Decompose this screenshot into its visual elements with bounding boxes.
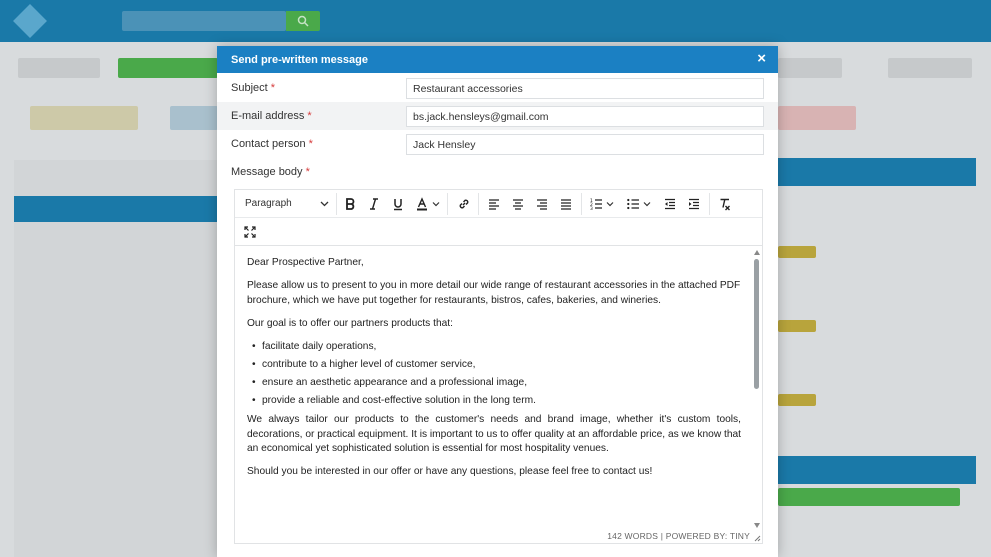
subject-label: Subject *	[231, 82, 276, 94]
modal-header	[217, 46, 778, 73]
close-icon[interactable]: ×	[757, 50, 766, 67]
block-format-value: Paragraph	[245, 198, 292, 209]
clear-formatting-icon	[718, 197, 732, 211]
back-button[interactable]	[18, 58, 100, 78]
email-label: E-mail address *	[231, 110, 312, 122]
list-item: • provide a reliable and cost-effective solution in the long term.	[247, 394, 741, 409]
italic-icon	[367, 197, 381, 211]
scroll-up-arrow-icon[interactable]	[754, 250, 760, 255]
background-section-bar	[778, 456, 976, 484]
bold-button[interactable]	[339, 194, 361, 214]
search-icon	[297, 15, 309, 27]
justify-icon	[559, 197, 573, 211]
background-badge	[778, 320, 816, 332]
intro-paragraph: Please allow us to present to you in more detail our wide range of restaurant accessories in the attached PDF brochure, which we have put together for restaurants, bistros, cafes, bakeries, and wineries.	[247, 280, 741, 306]
background-section-bar	[778, 158, 976, 186]
toolbar-separator	[581, 193, 582, 215]
subject-input[interactable]	[406, 78, 764, 99]
list-item: • ensure an aesthetic appearance and a professional image,	[247, 376, 741, 391]
align-center-icon	[511, 197, 525, 211]
editor-toolbar	[235, 190, 762, 218]
list-item: • facilitate daily operations,	[247, 340, 741, 355]
link-icon	[457, 197, 471, 211]
text-color-icon	[415, 197, 429, 211]
goal-paragraph: Our goal is to offer our partners products that:	[247, 317, 453, 329]
editor-content[interactable]	[235, 246, 753, 530]
contact-label: Contact person *	[231, 138, 313, 150]
chevron-down-icon	[606, 200, 614, 208]
resize-handle-icon[interactable]	[754, 535, 761, 542]
underline-icon	[391, 197, 405, 211]
align-center-button[interactable]	[507, 194, 529, 214]
closing-paragraph: Should you be interested in our offer or have any questions, please feel free to contact us!	[247, 466, 653, 477]
svg-text:1: 1	[590, 199, 593, 204]
word-count: 142 WORDS	[607, 531, 659, 541]
align-left-icon	[487, 197, 501, 211]
email-row	[217, 102, 778, 130]
indent-icon	[687, 197, 701, 211]
tailor-paragraph: We always tailor our products to the customer's needs and brand image, whether it's custom tools, decorations, or practical equipment. It is important to us to offer quality at an affordable price, as we know that an economical yet sophisticated solution is essential for most hospitality venues.	[247, 414, 741, 454]
rich-text-editor	[234, 189, 763, 544]
background-action-bar[interactable]	[778, 488, 960, 506]
fullscreen-icon	[243, 225, 257, 239]
bullet-list-button[interactable]	[622, 194, 654, 214]
body-label-row	[217, 158, 778, 186]
next-button[interactable]	[888, 58, 972, 78]
stage-chip[interactable]	[30, 106, 138, 130]
toolbar-separator	[709, 193, 710, 215]
toolbar-separator	[336, 193, 337, 215]
email-input[interactable]	[406, 106, 764, 127]
background-badge	[778, 394, 816, 406]
modal-title: Send pre-written message	[231, 54, 368, 66]
underline-button[interactable]	[387, 194, 409, 214]
contact-input[interactable]	[406, 134, 764, 155]
numbered-list-button[interactable]	[585, 194, 617, 214]
editor-statusbar	[235, 530, 762, 544]
indent-button[interactable]	[683, 194, 705, 214]
powered-by-link[interactable]: POWERED BY: TINY	[665, 531, 750, 541]
chevron-down-icon	[643, 200, 651, 208]
bold-icon	[343, 197, 357, 211]
search-button[interactable]	[286, 11, 320, 31]
benefits-list	[247, 340, 741, 409]
subject-row	[217, 74, 778, 102]
scroll-down-arrow-icon[interactable]	[754, 523, 760, 528]
logo-icon	[13, 4, 47, 38]
contact-row	[217, 130, 778, 158]
required-mark: *	[270, 82, 276, 94]
greeting-paragraph: Dear Prospective Partner,	[247, 257, 364, 268]
scrollbar-thumb[interactable]	[754, 259, 759, 389]
stage-chip[interactable]	[778, 106, 856, 130]
send-message-modal	[217, 46, 778, 557]
outdent-icon	[663, 197, 677, 211]
justify-button[interactable]	[555, 194, 577, 214]
align-right-button[interactable]	[531, 194, 553, 214]
required-mark: *	[308, 138, 313, 150]
bullet-list-icon	[626, 197, 640, 211]
global-search-input[interactable]	[122, 11, 286, 31]
chevron-down-icon	[320, 199, 329, 208]
align-right-icon	[535, 197, 549, 211]
message-body-label: Message body *	[231, 166, 310, 178]
editor-scrollbar[interactable]	[752, 247, 762, 530]
chevron-down-icon	[432, 200, 440, 208]
list-item: • contribute to a higher level of customer service,	[247, 358, 741, 373]
convert-button[interactable]	[118, 58, 218, 78]
statusbar-divider: |	[660, 531, 666, 541]
toolbar-separator	[478, 193, 479, 215]
italic-button[interactable]	[363, 194, 385, 214]
insert-link-button[interactable]	[453, 194, 475, 214]
background-row[interactable]	[14, 196, 224, 222]
app-header	[0, 0, 991, 42]
fullscreen-button[interactable]	[239, 222, 261, 242]
clear-formatting-button[interactable]	[714, 194, 736, 214]
svg-text:3: 3	[590, 207, 593, 211]
block-format-select[interactable]	[239, 194, 333, 214]
align-left-button[interactable]	[483, 194, 505, 214]
required-mark: *	[305, 166, 310, 178]
editor-toolbar-row-2	[235, 218, 762, 246]
svg-text:2: 2	[590, 203, 593, 208]
outdent-button[interactable]	[659, 194, 681, 214]
toolbar-separator	[447, 193, 448, 215]
text-color-button[interactable]	[411, 194, 443, 214]
required-mark: *	[307, 110, 312, 122]
background-badge	[778, 246, 816, 258]
prev-button[interactable]	[778, 58, 842, 78]
numbered-list-icon	[589, 197, 603, 211]
stage-chip[interactable]	[170, 106, 218, 130]
